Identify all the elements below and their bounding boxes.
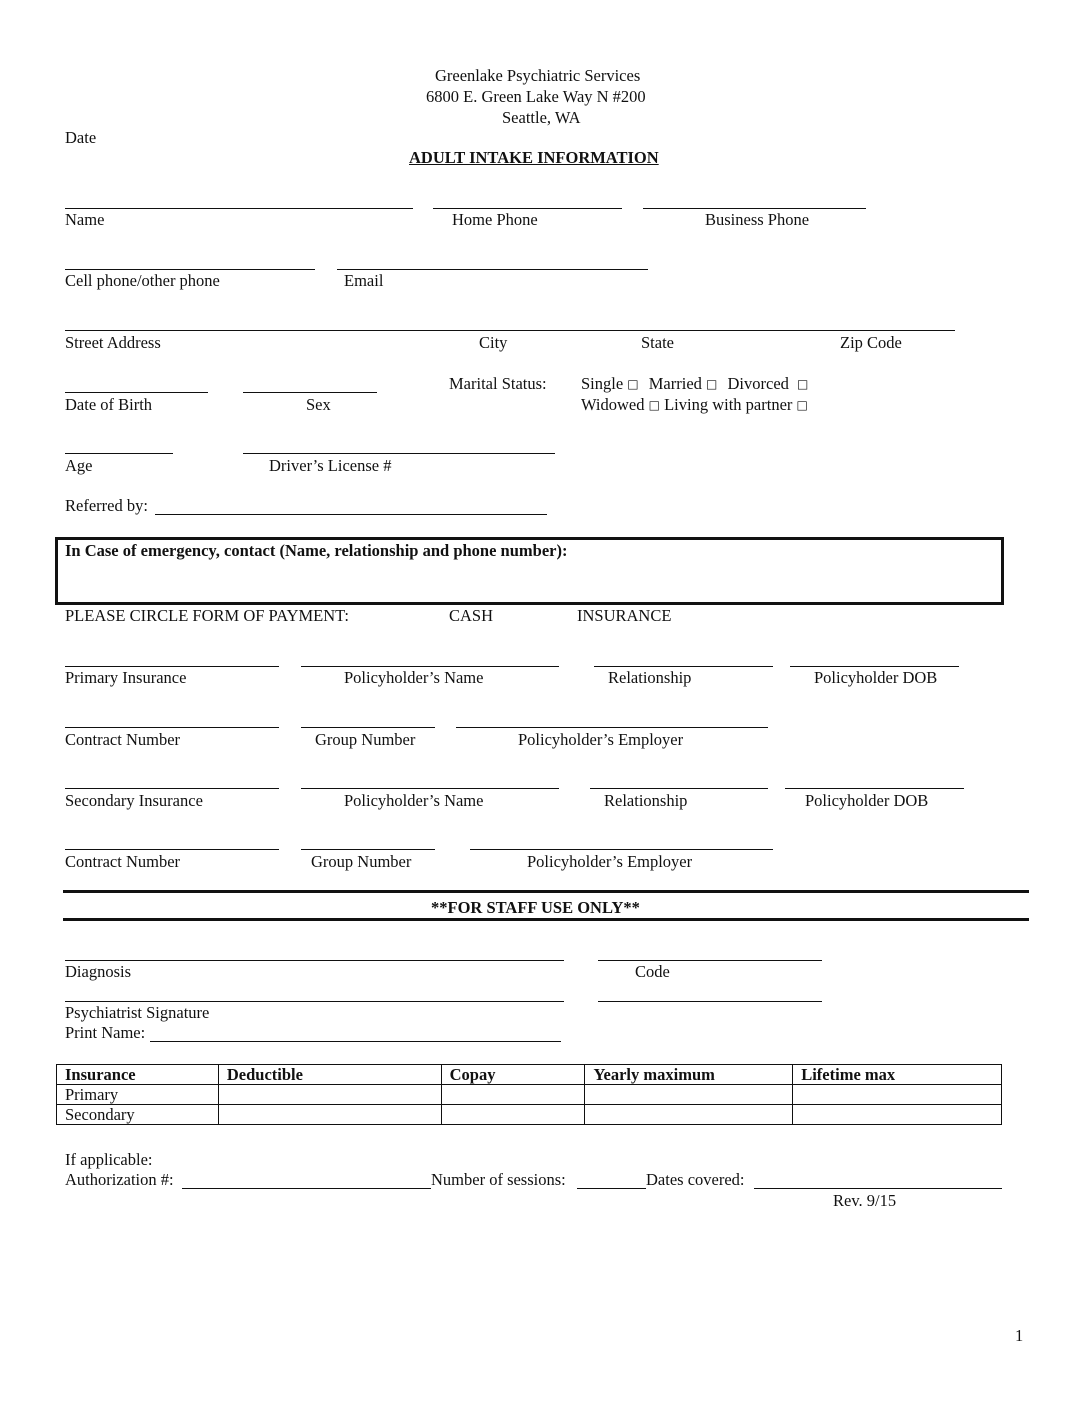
code-line[interactable] bbox=[598, 960, 822, 961]
secondary-group-number-label: Group Number bbox=[311, 852, 412, 871]
marital-married-option: Married bbox=[648, 374, 702, 393]
authorization-label: Authorization #: bbox=[65, 1170, 174, 1189]
secondary-employer-label: Policyholder’s Employer bbox=[527, 852, 693, 871]
if-applicable-label: If applicable: bbox=[65, 1150, 153, 1169]
marital-status-label: Marital Status: bbox=[449, 374, 547, 393]
zip-code-label: Zip Code bbox=[840, 333, 902, 352]
print-name-line[interactable] bbox=[150, 1041, 561, 1042]
emergency-contact-label: In Case of emergency, contact (Name, relationship and phone number): bbox=[65, 541, 568, 560]
primary-group-number-line[interactable] bbox=[301, 727, 435, 728]
marital-options-row-1 bbox=[581, 376, 808, 393]
code-label: Code bbox=[635, 962, 670, 981]
secondary-employer-line[interactable] bbox=[470, 849, 773, 850]
primary-relationship-label: Relationship bbox=[608, 668, 692, 687]
table-cell[interactable] bbox=[218, 1085, 441, 1105]
page-number: 1 bbox=[1015, 1326, 1024, 1345]
secondary-policyholder-name-label: Policyholder’s Name bbox=[344, 791, 484, 810]
table-cell[interactable] bbox=[218, 1105, 441, 1125]
primary-employer-label: Policyholder’s Employer bbox=[518, 730, 684, 749]
secondary-contract-number-label: Contract Number bbox=[65, 852, 181, 871]
secondary-policyholder-name-line[interactable] bbox=[301, 788, 559, 789]
marital-divorced-option: Divorced bbox=[727, 374, 789, 393]
primary-policyholder-name-line[interactable] bbox=[301, 666, 559, 667]
number-of-sessions-line[interactable] bbox=[577, 1188, 646, 1189]
secondary-insurance-label: Secondary Insurance bbox=[65, 791, 203, 810]
table-cell[interactable] bbox=[585, 1085, 793, 1105]
table-header-cell: Yearly maximum bbox=[585, 1065, 793, 1085]
primary-policyholder-name-label: Policyholder’s Name bbox=[344, 668, 484, 687]
table-cell[interactable] bbox=[793, 1085, 1002, 1105]
license-line[interactable] bbox=[243, 453, 555, 454]
married-checkbox[interactable]: □ bbox=[706, 377, 718, 391]
home-phone-label: Home Phone bbox=[452, 210, 538, 229]
marital-options-row-2 bbox=[581, 397, 808, 414]
table-header-cell: Lifetime max bbox=[793, 1065, 1002, 1085]
secondary-insurance-line[interactable] bbox=[65, 788, 279, 789]
secondary-contract-number-line[interactable] bbox=[65, 849, 279, 850]
primary-policyholder-dob-line[interactable] bbox=[790, 666, 959, 667]
dates-covered-label: Dates covered: bbox=[646, 1170, 745, 1189]
revision-label: Rev. 9/15 bbox=[833, 1191, 897, 1210]
secondary-group-number-line[interactable] bbox=[301, 849, 435, 850]
referred-by-label: Referred by: bbox=[65, 496, 148, 515]
cell-phone-label: Cell phone/other phone bbox=[65, 271, 220, 290]
cell-phone-line[interactable] bbox=[65, 269, 315, 270]
org-city-state: Seattle, WA bbox=[502, 108, 581, 127]
divorced-checkbox[interactable]: □ bbox=[797, 377, 809, 391]
widowed-checkbox[interactable]: □ bbox=[648, 398, 660, 412]
table-cell[interactable] bbox=[585, 1105, 793, 1125]
dates-covered-line[interactable] bbox=[754, 1188, 1002, 1189]
table-row bbox=[57, 1085, 1002, 1105]
drivers-license-label: Driver’s License # bbox=[269, 456, 392, 475]
staff-section-top-rule bbox=[63, 890, 1029, 893]
table-cell[interactable] bbox=[793, 1105, 1002, 1125]
sex-label: Sex bbox=[306, 395, 331, 414]
age-label: Age bbox=[65, 456, 93, 475]
state-label: State bbox=[641, 333, 674, 352]
table-header-cell: Copay bbox=[441, 1065, 585, 1085]
age-line[interactable] bbox=[65, 453, 173, 454]
single-checkbox[interactable]: □ bbox=[627, 377, 639, 391]
table-cell: Primary bbox=[57, 1085, 219, 1105]
psychiatrist-signature-label: Psychiatrist Signature bbox=[65, 1003, 210, 1022]
sex-line[interactable] bbox=[243, 392, 377, 393]
payment-cash-option[interactable]: CASH bbox=[449, 606, 494, 625]
secondary-relationship-label: Relationship bbox=[604, 791, 688, 810]
business-phone-line[interactable] bbox=[643, 208, 866, 209]
form-title: ADULT INTAKE INFORMATION bbox=[409, 148, 659, 167]
org-name: Greenlake Psychiatric Services bbox=[435, 66, 641, 85]
dob-label: Date of Birth bbox=[65, 395, 153, 414]
marital-partner-option: Living with partner bbox=[664, 395, 793, 414]
email-label: Email bbox=[344, 271, 384, 290]
name-label: Name bbox=[65, 210, 105, 229]
print-name-label: Print Name: bbox=[65, 1023, 146, 1042]
referred-by-line[interactable] bbox=[155, 514, 547, 515]
primary-relationship-line[interactable] bbox=[594, 666, 773, 667]
city-label: City bbox=[479, 333, 508, 352]
street-address-label: Street Address bbox=[65, 333, 161, 352]
table-header-row bbox=[57, 1065, 1002, 1085]
table-header-cell: Deductible bbox=[218, 1065, 441, 1085]
payment-label: PLEASE CIRCLE FORM OF PAYMENT: bbox=[65, 606, 350, 625]
primary-insurance-line[interactable] bbox=[65, 666, 279, 667]
primary-group-number-label: Group Number bbox=[315, 730, 416, 749]
org-address: 6800 E. Green Lake Way N #200 bbox=[426, 87, 646, 106]
primary-contract-number-line[interactable] bbox=[65, 727, 279, 728]
diagnosis-line[interactable] bbox=[65, 960, 564, 961]
insurance-coverage-table bbox=[56, 1064, 1002, 1125]
diagnosis-label: Diagnosis bbox=[65, 962, 131, 981]
authorization-line[interactable] bbox=[182, 1188, 431, 1189]
primary-employer-line[interactable] bbox=[456, 727, 768, 728]
name-line[interactable] bbox=[65, 208, 413, 209]
table-cell: Secondary bbox=[57, 1105, 219, 1125]
business-phone-label: Business Phone bbox=[705, 210, 810, 229]
signature-date-line[interactable] bbox=[598, 1001, 822, 1002]
primary-policyholder-dob-label: Policyholder DOB bbox=[814, 668, 938, 687]
table-cell[interactable] bbox=[441, 1105, 585, 1125]
partner-checkbox[interactable]: □ bbox=[796, 398, 808, 412]
payment-insurance-option[interactable]: INSURANCE bbox=[577, 606, 672, 625]
address-line[interactable] bbox=[65, 330, 955, 331]
marital-widowed-option: Widowed bbox=[581, 395, 645, 414]
signature-line[interactable] bbox=[65, 1001, 564, 1002]
dob-line[interactable] bbox=[65, 392, 208, 393]
marital-single-option: Single bbox=[581, 374, 624, 393]
date-label: Date bbox=[65, 128, 97, 147]
secondary-policyholder-dob-line[interactable] bbox=[785, 788, 964, 789]
staff-section-bottom-rule bbox=[63, 918, 1029, 921]
table-header-cell: Insurance bbox=[57, 1065, 219, 1085]
primary-insurance-label: Primary Insurance bbox=[65, 668, 187, 687]
email-line[interactable] bbox=[337, 269, 648, 270]
table-row bbox=[57, 1105, 1002, 1125]
staff-use-banner: **FOR STAFF USE ONLY** bbox=[431, 898, 640, 917]
home-phone-line[interactable] bbox=[433, 208, 622, 209]
table-cell[interactable] bbox=[441, 1085, 585, 1105]
secondary-relationship-line[interactable] bbox=[590, 788, 768, 789]
primary-contract-number-label: Contract Number bbox=[65, 730, 181, 749]
secondary-policyholder-dob-label: Policyholder DOB bbox=[805, 791, 929, 810]
number-of-sessions-label: Number of sessions: bbox=[431, 1170, 566, 1189]
